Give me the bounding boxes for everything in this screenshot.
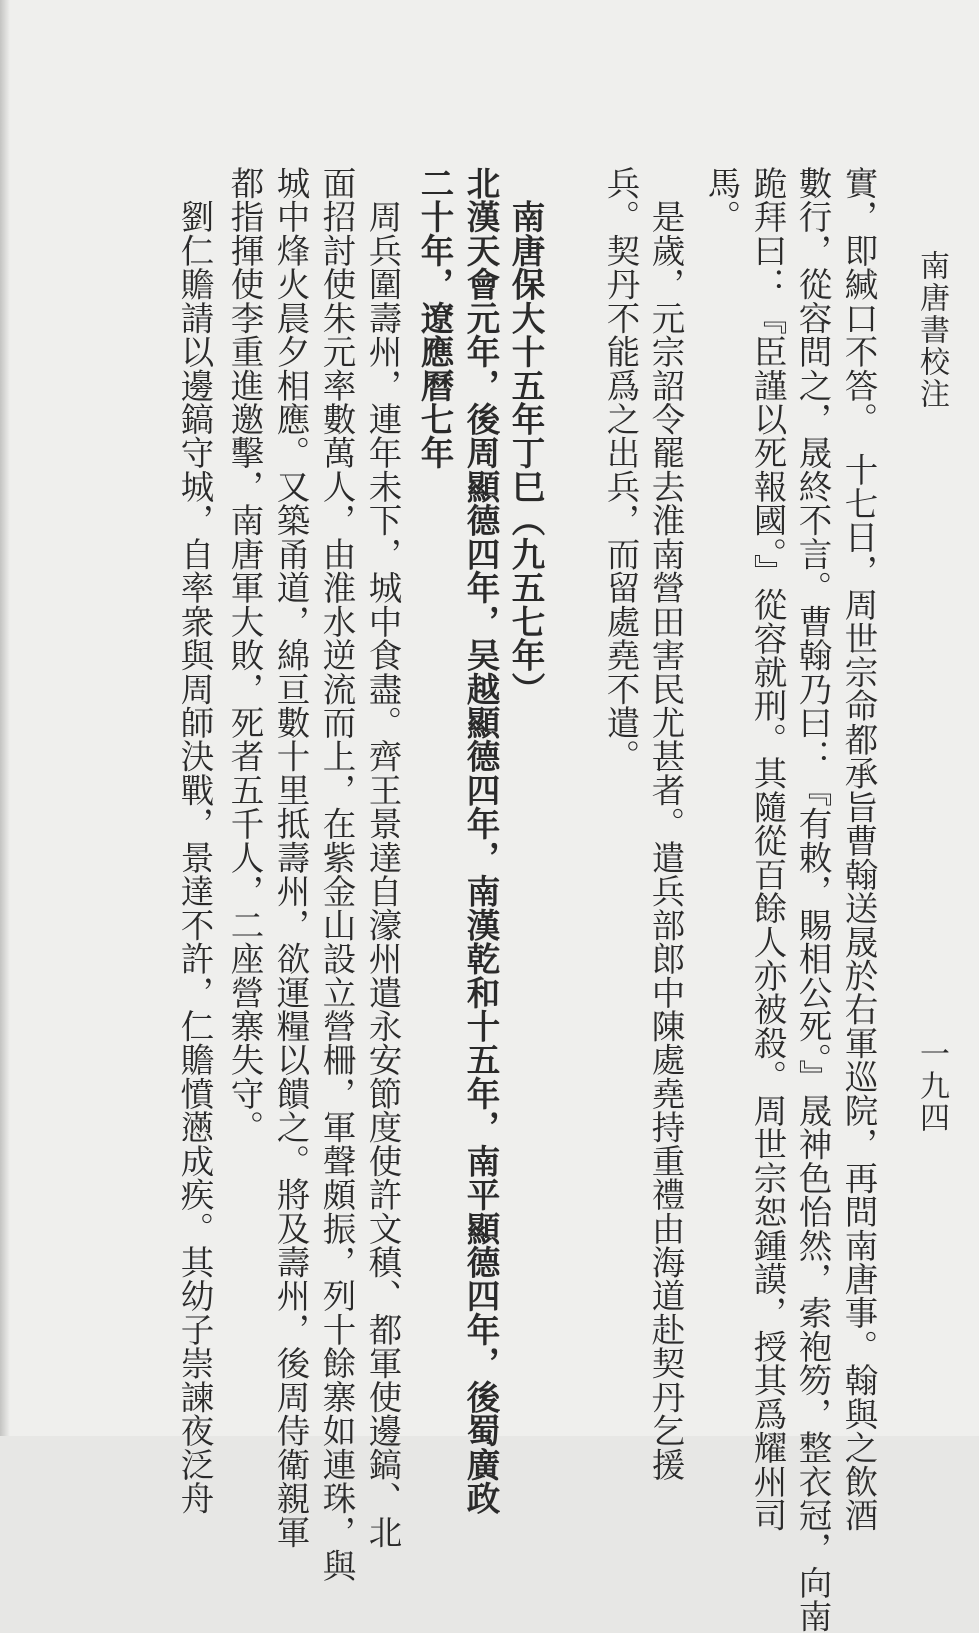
text-column-5: 是歲，元宗詔令罷去淮南營田害民尤甚者。遣兵部郎中陳處堯持重禮由海道赴契丹乞援 bbox=[646, 166, 685, 1482]
text-column-11: 劉仁贍請以邊鎬守城，自率衆與周師決戰，景達不許，仁贍憤懣成疾。其幼子崇諫夜泛舟 bbox=[175, 166, 214, 1515]
text-column-8: 面招討使朱元率數萬人，由淮水逆流而上，在紫金山設立營柵，軍聲頗振，列十餘寨如連珠，與 bbox=[317, 166, 356, 1583]
year-heading: 南唐保大十五年丁巳（九五七年） bbox=[506, 166, 545, 706]
text-column-4: 馬。 bbox=[702, 166, 741, 234]
text-column-3: 跪拜曰：『臣謹以死報國。』從容就刑。其隨從百餘人亦被殺。周世宗恕鍾謨，授其爲耀州司 bbox=[748, 166, 787, 1532]
concurrent-eras-line-1: 北漢天會元年，後周顯德四年，吴越顯德四年，南漢乾和十五年，南平顯德四年，後蜀廣政 bbox=[461, 166, 500, 1515]
text-column-10: 都指揮使李重進邀擊，南唐軍大敗，死者五千人，二座營寨失守。 bbox=[225, 166, 264, 1144]
concurrent-eras-line-2: 二十年，遼應曆七年 bbox=[415, 166, 454, 470]
page-number: 一九四 bbox=[914, 1038, 949, 1134]
text-column-6: 兵。契丹不能爲之出兵，而留處堯不遣。 bbox=[601, 166, 640, 773]
text-column-2: 數行，從容問之，晟終不言。曹翰乃曰：『有敕，賜相公死。』晟神色怡然，索袍笏，整衣冠，向南 bbox=[793, 166, 832, 1633]
text-column-1: 實，即緘口不答。 十七日，周世宗命都承旨曹翰送晟於右軍巡院，再問南唐事。翰與之飲酒 bbox=[839, 166, 878, 1532]
running-header-title: 南唐書校注 bbox=[914, 250, 949, 410]
text-column-7: 周兵圍壽州，連年未下，城中食盡。齊王景達自濠州遣永安節度使許文稹、都軍使邊鎬、北 bbox=[363, 166, 402, 1549]
text-column-9: 城中烽火晨夕相應。又築甬道，綿亘數十里抵壽州，欲運糧以饋之。將及壽州，後周侍衛親軍 bbox=[271, 166, 310, 1549]
page-edge-shadow bbox=[0, 0, 10, 1436]
